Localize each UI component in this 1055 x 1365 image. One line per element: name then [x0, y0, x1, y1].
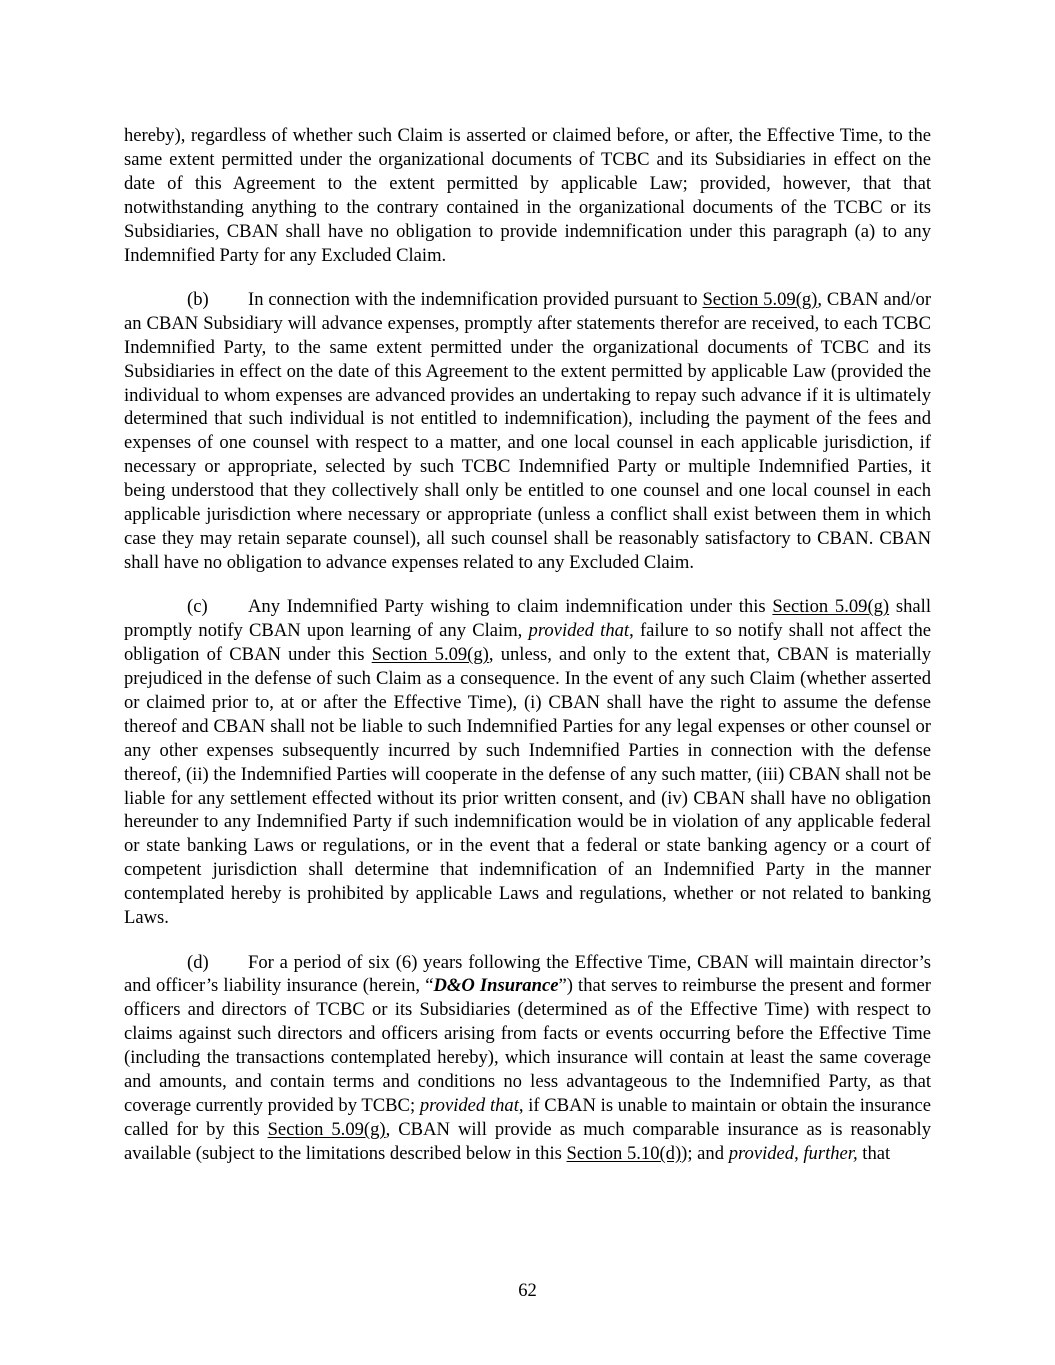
paragraph-c-text-3: , failure to so notify shall not affect the obligation of CBAN under this [124, 620, 931, 666]
paragraph-d-text-3: , if CBAN is unable to maintain or obtain the insurance called for by this [124, 1094, 932, 1140]
section-ref-5-10d: Section 5.10(d) [566, 1142, 682, 1164]
paragraph-c [124, 595, 931, 930]
paragraph-c-text-4: , unless, and only to the extent that, CBAN is materially prejudiced in the defense of such Claim as a consequence. In the event of any such Claim (whether asserted or claimed prior to, at or after the Effective Time), (i) CBAN shall have the right to assume the defense thereof and CBAN shall not be liable to such Indemnified Parties for any legal expenses or other counsel or any other expenses subsequently incurred by such Indemnified Parties in connection with the defense thereof, (ii) the Indemnified Parties will cooperate in the defense of any such matter, (iii) CBAN shall not be liable for any settlement effected without its prior written consent, and (iv) CBAN shall have no obligation hereunder to any Indemnified Party if such indemnification would be in violation of any applicable federal or state banking Laws or regulations, or in the event that a federal or state banking agency or a court of competent jurisdiction shall determine that indemnification of an Indemnified Party in the manner contemplated hereby is prohibited by applicable Laws and regulations, whether or not related to banking Laws. [124, 644, 931, 929]
paragraph-d-text-7: that [857, 1142, 891, 1164]
paragraph-d-italic-further: further, [803, 1142, 858, 1164]
page-number: 62 [518, 1280, 537, 1301]
section-ref-5-09g: Section 5.09(g) [267, 1118, 386, 1140]
paragraph-b-text-2: , CBAN and/or an CBAN Subsidiary will advance expenses, promptly after statements therefor are received, to each TCBC Indemnified Party, to the same extent permitted under the organizational documents of TCBC and its Subsidiaries in effect on the date of this Agreement to the extent permitted by applicable Law (provided the individual to whom expenses are advanced provides an undertaking to repay such advance if it is ultimately determined that such individual is not entitled to indemnification), including the payment of the fees and expenses of one counsel with respect to a matter, and one local counsel in each applicable jurisdiction, if necessary or appropriate, selected by such TCBC Indemnified Party or multiple Indemnified Parties, it being understood that they collectively shall only be entitled to one counsel and one local counsel in each applicable jurisdiction where necessary or appropriate (unless a conflict shall exist between them in which case they may retain separate counsel), all such counsel shall be reasonably satisfactory to CBAN. CBAN shall have no obligation to advance expenses related to any Excluded Claim. [124, 288, 932, 573]
paragraph-d-italic-provided: provided [728, 1142, 795, 1164]
paragraph-d-marker: (d) [187, 951, 209, 973]
paragraph-d-text-6: , [794, 1142, 804, 1164]
paragraph-a-continuation [124, 124, 931, 267]
paragraph-c-marker: (c) [187, 596, 208, 618]
paragraph-d-text-4: , CBAN will provide as much comparable insurance as is reasonably available (subject to the limitations described below in this [124, 1118, 931, 1164]
paragraph-b-text-1: In connection with the indemnification provided pursuant to [248, 288, 703, 310]
document-page [124, 124, 931, 1186]
paragraph-b-marker: (b) [187, 288, 209, 310]
paragraph-d [124, 951, 931, 1166]
paragraph-c-text-1: Any Indemnified Party wishing to claim indemnification under this [248, 596, 773, 618]
defined-term-do-insurance: D&O Insurance [433, 975, 559, 997]
paragraph-d-text-2: ”) that serves to reimburse the present and former officers and directors of TCBC or its Subsidiaries (determined as of the Effective Time) with respect to claims against such directors and officers arising from facts or events occurring before the Effective Time (including the transactions contemplated hereby), which insurance will contain at least the same coverage and amounts, and contain terms and conditions no less advantageous to the Indemnified Party, as that coverage currently provided by TCBC; [124, 975, 931, 1116]
paragraph-a-text: hereby), regardless of whether such Claim is asserted or claimed before, or after, the Effective Time, to the same extent permitted under the organizational documents of TCBC and its Subsidiaries in effect on the date of this Agreement to the extent permitted by applicable Law; provided, however, that that notwithstanding anything to the contrary contained in the organizational documents of the TCBC or its Subsidiaries, CBAN shall have no obligation to provide indemnification under this paragraph (a) to any Indemnified Party for any Excluded Claim. [124, 125, 931, 266]
paragraph-d-text-1: For a period of six (6) years following the Effective Time, CBAN will maintain director’s and officer’s liability insurance (herein, “ [124, 951, 931, 997]
section-ref-5-09g: Section 5.09(g) [772, 596, 890, 618]
paragraph-c-text-2: shall promptly notify CBAN upon learning of any Claim, [124, 596, 931, 642]
paragraph-d-italic-provided-that: provided that [419, 1094, 519, 1116]
section-ref-5-09g: Section 5.09(g) [371, 644, 489, 666]
section-ref-5-09g: Section 5.09(g) [702, 288, 818, 310]
paragraph-c-italic-provided-that: provided that [528, 620, 630, 642]
paragraph-d-text-5: ); and [681, 1142, 729, 1164]
paragraph-b [124, 288, 931, 575]
